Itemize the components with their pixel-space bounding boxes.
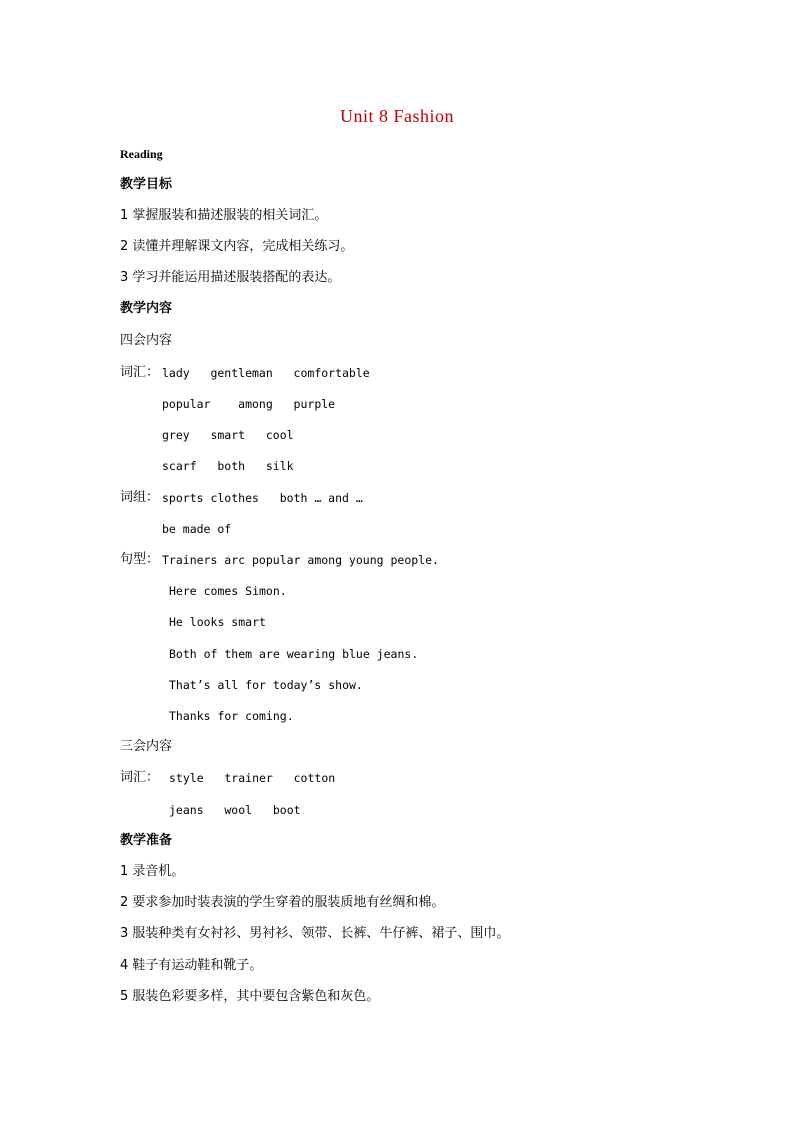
vocab-line: lady gentleman comfortable [162, 366, 370, 380]
four-skills-heading: 四会内容 [120, 333, 173, 348]
vocab-label: 词汇： [120, 365, 160, 380]
objective-item: 1 掌握服装和描述服装的相关词汇。 [120, 208, 328, 223]
phrase-label: 词组： [120, 490, 160, 505]
phrase-line: be made of [162, 522, 232, 536]
section-label: Reading [120, 147, 163, 161]
sentence-line: Here comes Simon. [169, 584, 287, 598]
vocab-line: popular among purple [162, 397, 336, 411]
three-skills-heading: 三会内容 [120, 739, 173, 754]
sentence-label: 句型： [120, 552, 160, 567]
vocab-line: jeans wool boot [169, 803, 301, 817]
sentence-line: Thanks for coming. [169, 709, 294, 723]
preparation-heading: 教学准备 [120, 833, 173, 848]
objective-item: 2 读懂并理解课文内容，完成相关练习。 [120, 239, 354, 254]
content-heading: 教学内容 [120, 301, 173, 316]
objective-item: 3 学习并能运用描述服装搭配的表达。 [120, 270, 341, 285]
vocab-line: scarf both silk [162, 459, 294, 473]
preparation-item: 5 服装色彩要多样，其中要包含紫色和灰色。 [120, 989, 380, 1004]
sentence-line: He looks smart [169, 615, 266, 629]
phrase-line: sports clothes both … and … [162, 491, 363, 505]
page-title: Unit 8 Fashion [339, 106, 454, 126]
vocab-line: style trainer cotton [169, 771, 336, 785]
sentence-line: That’s all for today’s show. [169, 678, 363, 692]
preparation-item: 4 鞋子有运动鞋和靴子。 [120, 958, 263, 973]
sentence-line: Both of them are wearing blue jeans. [169, 647, 419, 661]
preparation-item: 1 录音机。 [120, 864, 185, 879]
objectives-heading: 教学目标 [120, 177, 173, 192]
vocab-line: grey smart cool [162, 428, 294, 442]
vocab-label: 词汇： [120, 770, 160, 785]
preparation-item: 3 服装种类有女衬衫、男衬衫、领带、长裤、牛仔裤、裙子、围巾。 [120, 926, 510, 941]
sentence-line: Trainers arc popular among young people. [162, 553, 439, 567]
preparation-item: 2 要求参加时装表演的学生穿着的服装质地有丝绸和棉。 [120, 895, 445, 910]
